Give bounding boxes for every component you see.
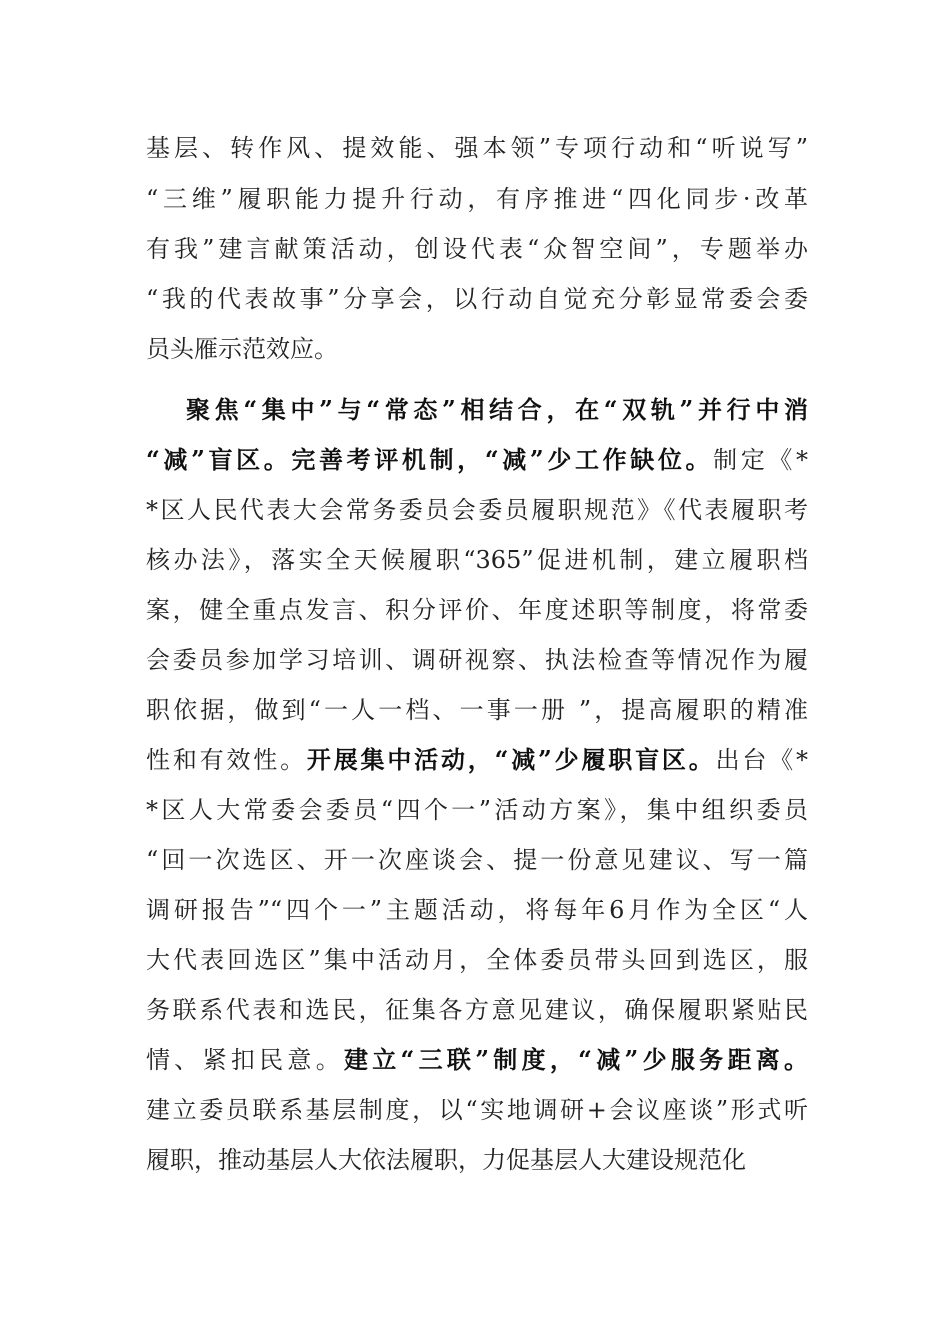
- text-line: [146, 1135, 808, 1185]
- text-line: [146, 324, 808, 374]
- text-line: [146, 985, 808, 1035]
- text-run: 出台《*: [715, 746, 809, 774]
- text-run: *区人民代表大会常务委员会委员履职规范》《代表履职考: [146, 496, 808, 524]
- text-line: [146, 785, 808, 835]
- text-run: 有我”建言献策活动，创设代表“众智空间”，专题举办: [146, 235, 808, 263]
- text-line: [146, 885, 808, 935]
- text-run: “三维”履职能力提升行动，有序推进“四化同步·改革: [146, 185, 808, 213]
- text-line: [146, 435, 808, 485]
- text-run: 基层、转作风、提效能、强本领”专项行动和“听说写”: [146, 134, 808, 162]
- text-run: 会委员参加学习培训、调研视察、执法检查等情况作为履: [146, 646, 808, 674]
- text-line: [146, 935, 808, 985]
- text-line: [146, 585, 808, 635]
- text-run: 职依据，做到“一人一档、一事一册 ”，提高履职的精准: [146, 696, 808, 724]
- text-line: [146, 635, 808, 685]
- text-run: 案，健全重点发言、积分评价、年度述职等制度，将常委: [146, 596, 808, 624]
- text-run: 员头雁示范效应。: [146, 335, 338, 363]
- text-run: 制定《*: [713, 446, 809, 474]
- bold-heading-run: “减”盲区。完善考评机制，“减”少工作缺位。: [146, 445, 714, 474]
- text-run: “我的代表故事”分享会，以行动自觉充分彰显常委会委: [146, 285, 808, 313]
- bold-heading-run: 聚焦“集中”与“常态”相结合，在“双轨”并行中消: [186, 395, 808, 424]
- text-line: [146, 1085, 808, 1135]
- text-line: [146, 174, 808, 224]
- text-run: 性和有效性。: [146, 746, 307, 774]
- text-line: [146, 685, 808, 735]
- text-run: *区人大常委会委员“四个一”活动方案》，集中组织委员: [146, 796, 808, 824]
- bold-heading-run: 建立“三联”制度，“减”少服务距离。: [343, 1045, 809, 1074]
- text-run: 情、紧扣民意。: [146, 1046, 344, 1074]
- text-run: 核办法》，落实全天候履职“365”促进机制，建立履职档: [146, 546, 808, 574]
- text-line: [146, 1035, 808, 1085]
- text-line: [146, 735, 808, 785]
- text-line: [146, 485, 808, 535]
- text-run: 履职，推动基层人大依法履职，力促基层人大建设规范化: [146, 1146, 746, 1174]
- text-run: 调研报告”“四个一”主题活动，将每年6月作为全区“人: [146, 896, 808, 924]
- text-run: 建立委员联系基层制度，以“实地调研+会议座谈”形式听: [146, 1096, 808, 1124]
- text-line: [146, 535, 808, 585]
- text-line: [146, 224, 808, 274]
- bold-heading-run: 开展集中活动，“减”少履职盲区。: [306, 745, 716, 774]
- text-line: [146, 835, 808, 885]
- text-run: 大代表回选区”集中活动月，全体委员带头回到选区，服: [146, 946, 808, 974]
- text-run: “回一次选区、开一次座谈会、提一份意见建议、写一篇: [146, 846, 808, 874]
- text-line: [146, 123, 808, 173]
- text-run: 务联系代表和选民，征集各方意见建议，确保履职紧贴民: [146, 996, 808, 1024]
- text-line: [186, 385, 808, 435]
- text-line: [146, 274, 808, 324]
